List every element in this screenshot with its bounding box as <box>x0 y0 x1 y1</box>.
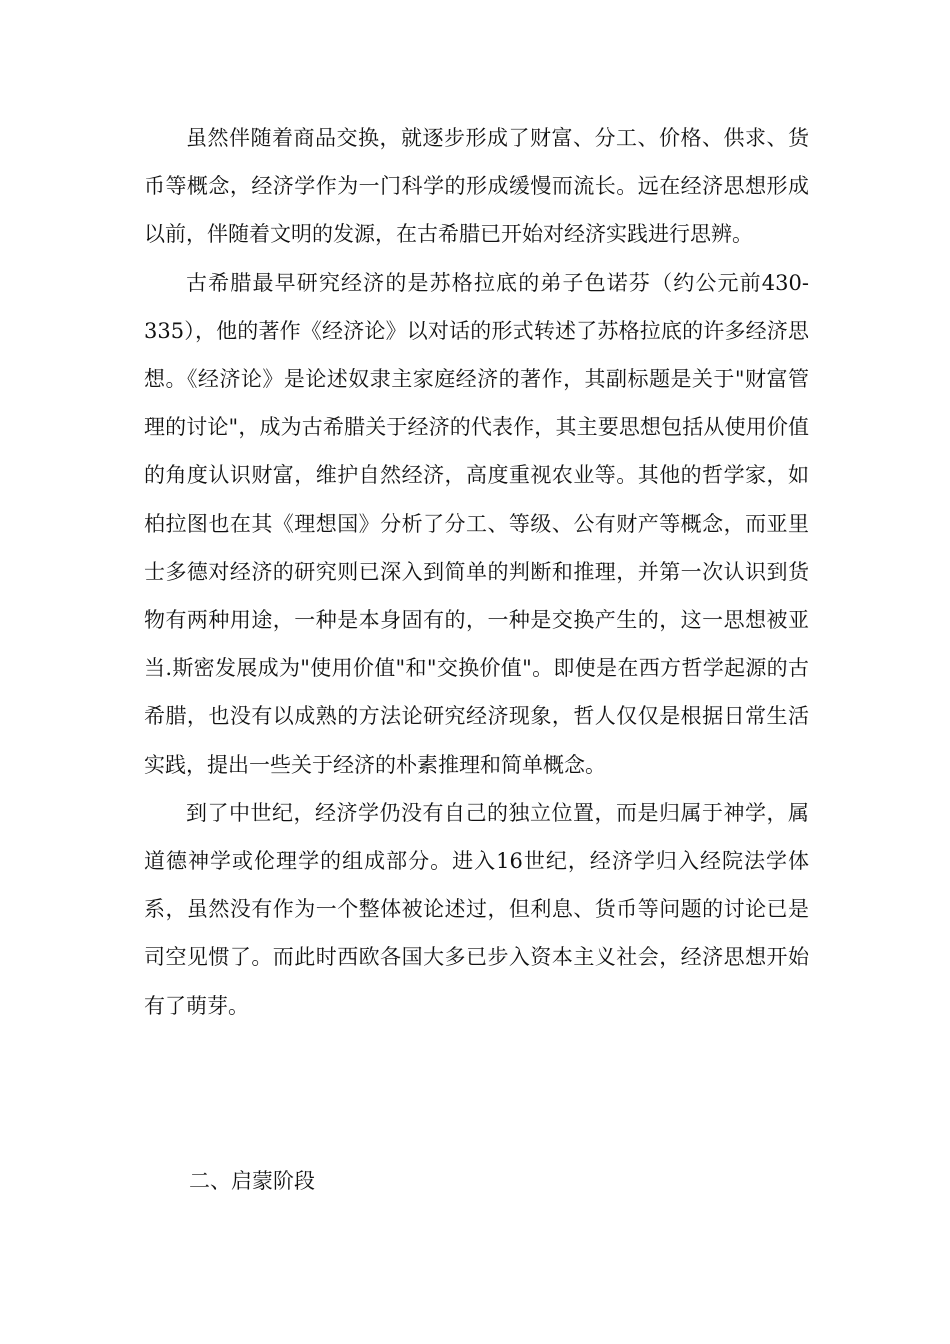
body-text <box>144 114 809 1030</box>
paragraph-3: 到了中世纪，经济学仍没有自己的独立位置，而是归属于神学，属道德神学或伦理学的组成部分。进入16世纪，经济学归入经院法学体系，虽然没有作为一个整体被论述过，但利息、货币等问题的讨论已是司空见惯了。而此时西欧各国大多已步入资本主义社会，经济思想开始有了萌芽。 <box>144 800 809 1018</box>
section-heading: 二、启蒙阶段 <box>189 1169 315 1193</box>
paragraph-1: 虽然伴随着商品交换，就逐步形成了财富、分工、价格、供求、货币等概念，经济学作为一门科学的形成缓慢而流长。远在经济思想形成以前，伴随着文明的发源，在古希腊已开始对经济实践进行思辨。 <box>144 126 809 247</box>
paragraph-2: 古希腊最早研究经济的是苏格拉底的弟子色诺芬（约公元前430-335），他的著作《经济论》以对话的形式转述了苏格拉底的许多经济思想。《经济论》是论述奴隶主家庭经济的著作，其副标题是关于"财富管理的讨论"，成为古希腊关于经济的代表作，其主要思想包括从使用价值的角度认识财富，维护自然经济，高度重视农业等。其他的哲学家，如柏拉图也在其《理想国》分析了分工、等级、公有财产等概念，而亚里士多德对经济的研究则已深入到简单的判断和推理，并第一次认识到货物有两种用途，一种是本身固有的，一种是交换产生的，这一思想被亚当.斯密发展成为"使用价值"和"交换价值"。即使是在西方哲学起源的古希腊，也没有以成熟的方法论研究经济现象，哲人仅仅是根据日常生活实践，提出一些关于经济的朴素推理和简单概念。 <box>144 270 809 777</box>
